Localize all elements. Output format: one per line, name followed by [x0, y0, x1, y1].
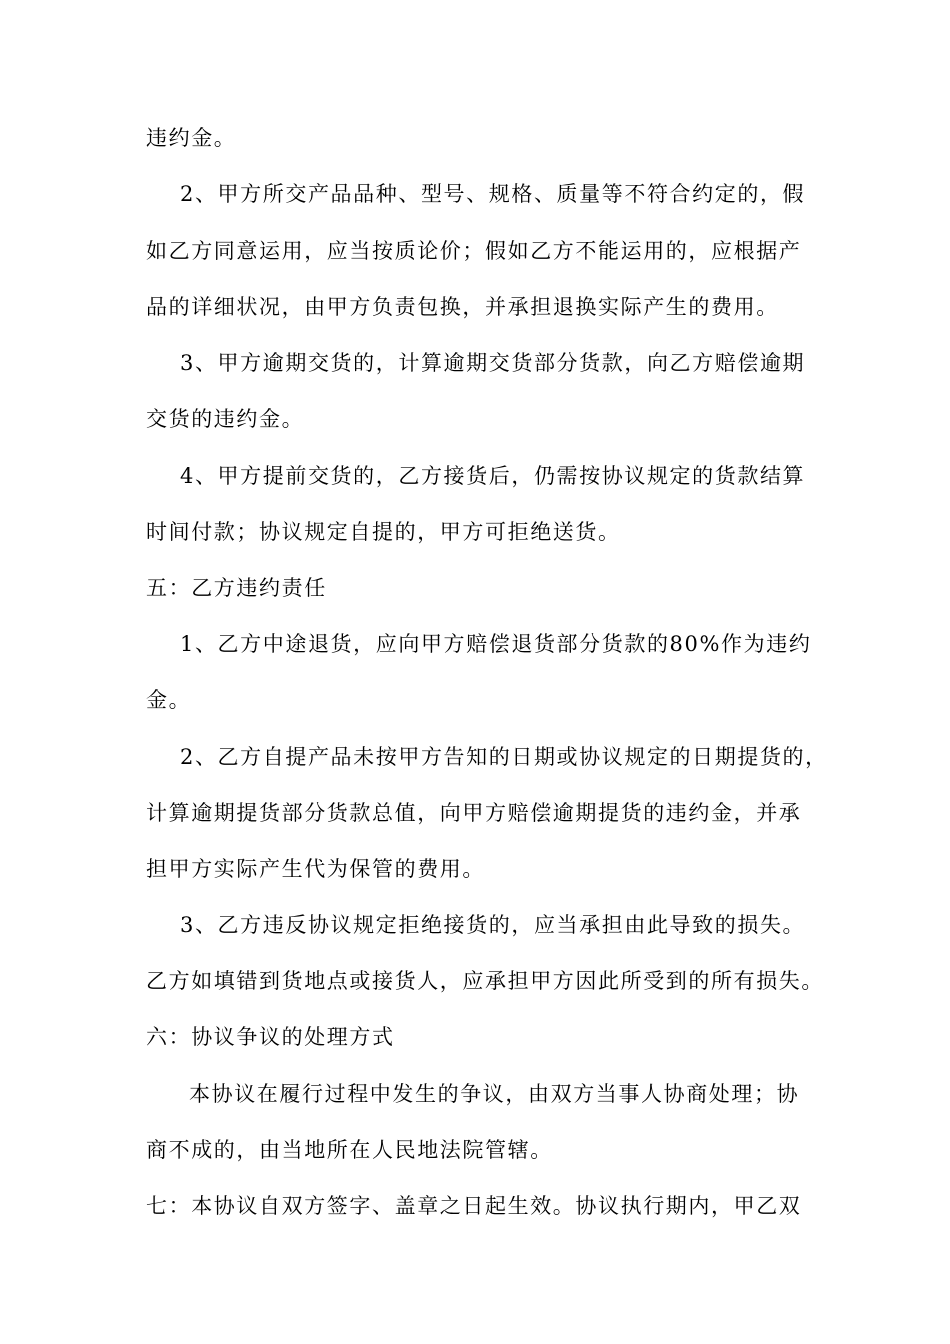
text-line: 计算逾期提货部分货款总值，向甲方赔偿逾期提货的违约金，并承 [146, 801, 802, 825]
section-heading: 七：本协议自双方签字、盖章之日起生效。协议执行期内，甲乙双 [146, 1194, 802, 1218]
text-line: 金。 [146, 688, 192, 712]
text-line: 违约金。 [146, 126, 237, 150]
section-heading: 六：协议争议的处理方式 [146, 1025, 395, 1049]
text-line: 品的详细状况，由甲方负责包换，并承担退换实际产生的费用。 [146, 295, 779, 319]
text-line: 2、乙方自提产品未按甲方告知的日期或协议规定的日期提货的， [180, 745, 828, 769]
text-line: 本协议在履行过程中发生的争议，由双方当事人协商处理；协 [189, 1082, 800, 1106]
text-line: 4、甲方提前交货的，乙方接货后，仍需按协议规定的货款结算 [180, 464, 806, 488]
text-line: 时间付款；协议规定自提的，甲方可拒绝送货。 [146, 520, 621, 544]
text-line: 2、甲方所交产品品种、型号、规格、质量等不符合约定的，假 [180, 182, 806, 206]
text-line: 3、乙方违反协议规定拒绝接货的，应当承担由此导致的损失。 [180, 913, 806, 937]
text-line: 担甲方实际产生代为保管的费用。 [146, 857, 485, 881]
text-line: 如乙方同意运用，应当按质论价；假如乙方不能运用的，应根据产 [146, 239, 802, 263]
section-heading: 五：乙方违约责任 [146, 576, 327, 600]
text-line: 商不成的，由当地所在人民地法院管辖。 [146, 1138, 553, 1162]
text-line: 交货的违约金。 [146, 407, 305, 431]
text-line: 3、甲方逾期交货的，计算逾期交货部分货款，向乙方赔偿逾期 [180, 351, 806, 375]
text-line: 1、乙方中途退货，应向甲方赔偿退货部分货款的80%作为违约 [180, 632, 812, 656]
text-line: 乙方如填错到货地点或接货人，应承担甲方因此所受到的所有损失。 [146, 969, 824, 993]
